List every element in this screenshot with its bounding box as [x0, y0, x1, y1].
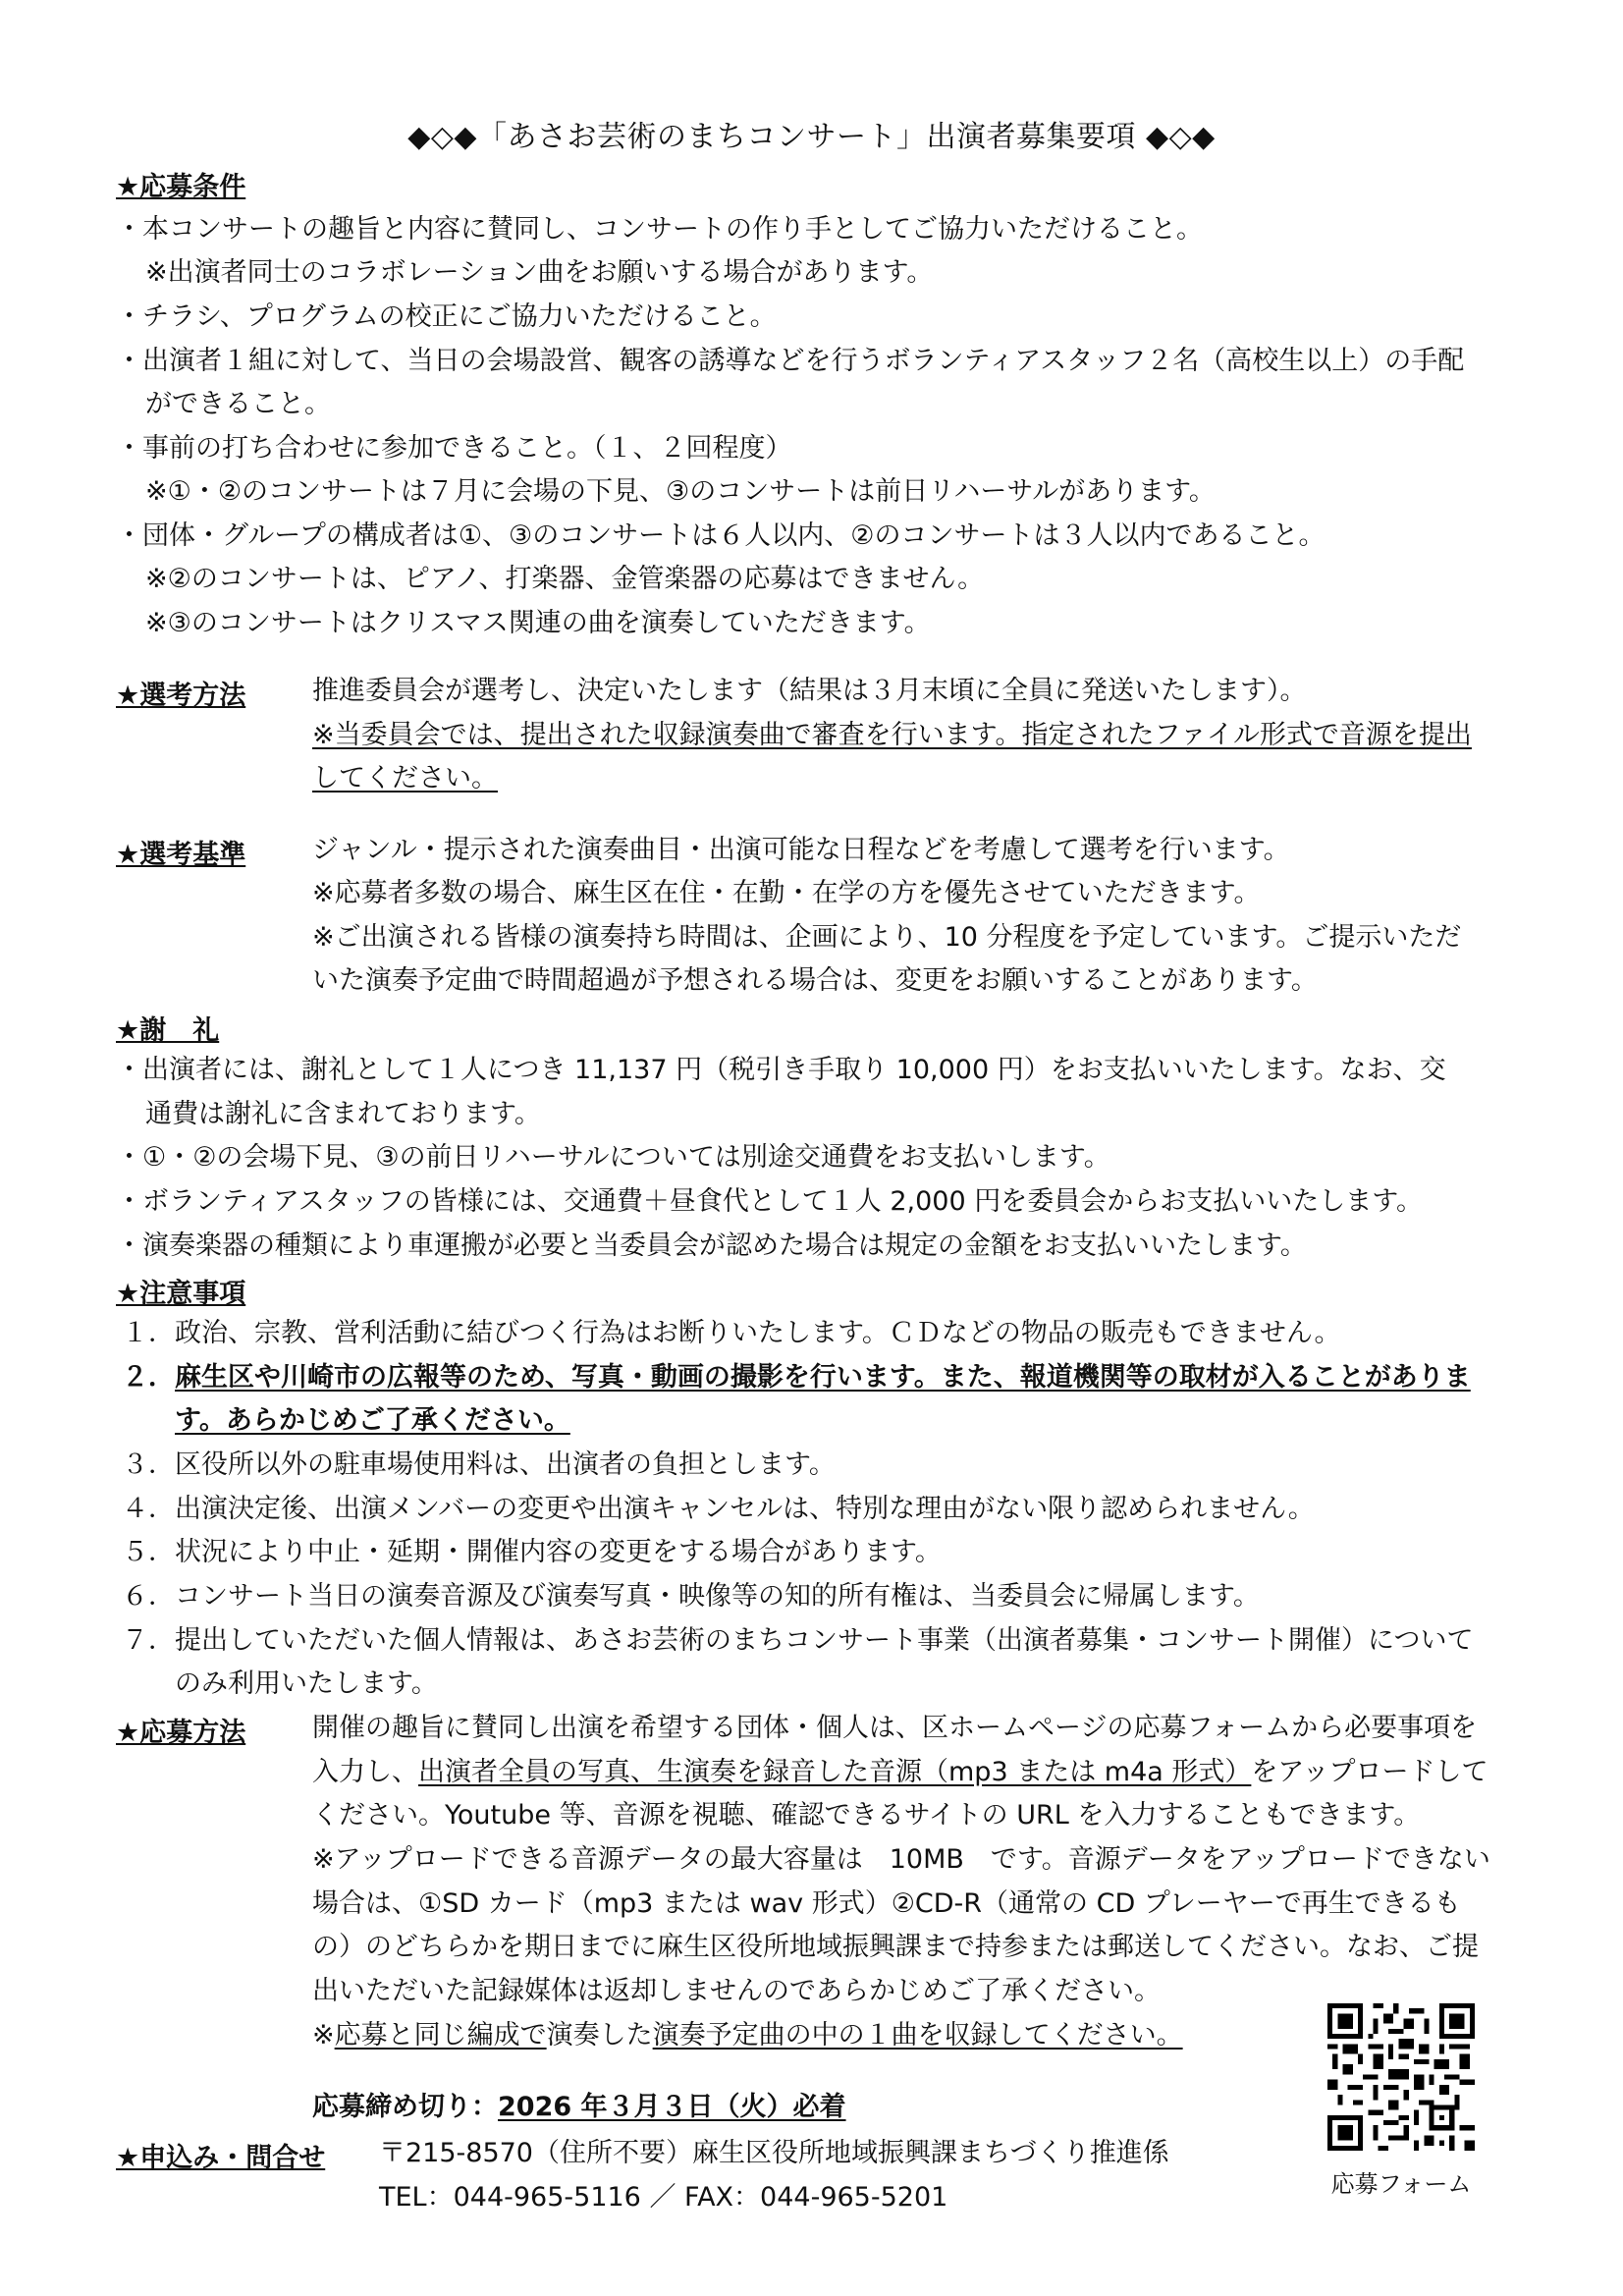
deadline	[312, 2090, 846, 2125]
section-heading-selection-criteria: ★選考基準	[116, 840, 246, 870]
fee-line: ・出演者には、謝礼として１人につき 11,137 円（税引き手取り 10,000 円）をお支払いいたします。なお、交	[116, 1055, 1446, 1085]
section-heading-fee: ★謝 礼	[116, 1015, 220, 1046]
condition-line: ※①・②のコンサートは７月に会場の下見、③のコンサートは前日リハーサルがあります。	[145, 476, 1216, 507]
condition-line: ができること。	[145, 389, 331, 419]
condition-line: ・団体・グループの構成者は①、③のコンサートは６人以内、②のコンサートは３人以内であること。	[116, 520, 1325, 551]
note-item-number: ２．	[122, 1362, 175, 1393]
qr-code-label: 応募フォーム	[1330, 2170, 1472, 2198]
note-item: ３．区役所以外の駐車場使用料は、出演者の負担とします。	[122, 1449, 836, 1480]
apply-line: ください。Youtube 等、音源を視聴、確認できるサイトの URL を入力することもできます。	[312, 1800, 1421, 1831]
note-item: ５．状況により中止・延期・開催内容の変更をする場合があります。	[122, 1537, 942, 1567]
fee-line: ・演奏楽器の種類により車運搬が必要と当委員会が認めた場合は規定の金額をお支払いいたします。	[116, 1230, 1307, 1261]
condition-line: ・チラシ、プログラムの校正にご協力いただけること。	[116, 301, 777, 332]
section-heading-contact: ★申込み・問合せ	[116, 2143, 326, 2173]
fee-line: ・①・②の会場下見、③の前日リハーサルについては別途交通費をお支払いします。	[116, 1142, 1110, 1173]
apply-text: 演奏した	[546, 2020, 653, 2050]
condition-line: ※出演者同士のコラボレーション曲をお願いする場合があります。	[145, 257, 934, 288]
apply-text: 入力し、	[312, 1757, 418, 1787]
note-item: １．政治、宗教、営利活動に結びつく行為はお断りいたします。ＣＤなどの物品の販売もできません。	[122, 1318, 1341, 1348]
note-item-emphasis: す。あらかじめご了承ください。	[175, 1405, 570, 1436]
contact-phone: TEL：044-965-5116 ／ FAX：044-965-5201	[379, 2182, 948, 2213]
condition-line: ・本コンサートの趣旨と内容に賛同し、コンサートの作り手としてご協力いただけること。	[116, 214, 1203, 245]
deadline-label: 応募締め切り：	[312, 2092, 498, 2122]
selection-method-note: ※当委員会では、提出された収録演奏曲で審査を行います。指定されたファイル形式で音源を提出	[312, 720, 1472, 750]
apply-line: 場合は、①SD カード（mp3 または wav 形式）②CD-R（通常の CD プレーヤーで再生できるも	[312, 1888, 1461, 1919]
criteria-line: いた演奏予定曲で時間超過が予想される場合は、変更をお願いすることがあります。	[312, 965, 1318, 996]
note-item: ４．出演決定後、出演メンバーの変更や出演キャンセルは、特別な理由がない限り認められません。	[122, 1494, 1315, 1524]
apply-upload-requirement: 出演者全員の写真、生演奏を録音した音源（mp3 または m4a 形式）	[418, 1757, 1252, 1787]
criteria-line: ※ご出演される皆様の演奏持ち時間は、企画により、10 分程度を予定しています。ご提示いただ	[312, 922, 1462, 953]
section-heading-apply: ★応募方法	[116, 1718, 246, 1748]
section-heading-selection-method: ★選考方法	[116, 681, 246, 711]
contact-address: 〒215-8570（住所不要）麻生区役所地域振興課まちづくり推進係	[379, 2138, 1169, 2168]
apply-underlined: 演奏予定曲の中の１曲を収録してください。	[652, 2020, 1183, 2050]
apply-text: をアップロードして	[1251, 1757, 1488, 1787]
fee-line: 通費は謝礼に含まれております。	[145, 1099, 541, 1129]
criteria-line: ジャンル・提示された演奏曲目・出演可能な日程などを考慮して選考を行います。	[312, 835, 1290, 865]
note-item: ７．提出していただいた個人情報は、あさお芸術のまちコンサート事業（出演者募集・コンサート開催）について	[122, 1625, 1474, 1656]
apply-line: 開催の趣旨に賛同し出演を希望する団体・個人は、区ホームページの応募フォームから必要事項を	[312, 1713, 1478, 1743]
section-heading-conditions: ★応募条件	[116, 172, 246, 202]
apply-underlined: 応募と同じ編成で	[334, 2020, 547, 2050]
condition-line: ・事前の打ち合わせに参加できること。（１、２回程度）	[116, 433, 792, 464]
apply-line	[312, 2018, 1183, 2053]
apply-line: の）のどちらかを期日までに麻生区役所地域振興課まで持参または郵送してください。なお、ご提	[312, 1932, 1479, 1962]
condition-line: ※②のコンサートは、ピアノ、打楽器、金管楽器の応募はできません。	[145, 564, 985, 594]
condition-line: ・出演者１組に対して、当日の会場設営、観客の誘導などを行うボランティアスタッフ２名（高校生以上）の手配	[116, 346, 1465, 376]
apply-text: ※	[312, 2020, 335, 2050]
page-title: ◆◇◆「あさお芸術のまちコンサート」出演者募集要項 ◆◇◆	[407, 120, 1216, 154]
selection-method-note: してください。	[312, 763, 498, 793]
apply-line	[312, 1755, 1488, 1790]
criteria-line: ※応募者多数の場合、麻生区在住・在勤・在学の方を優先させていただきます。	[312, 878, 1261, 908]
apply-line: 出いただいた記録媒体は返却しませんのであらかじめご了承ください。	[312, 1976, 1161, 2006]
apply-line: ※アップロードできる音源データの最大容量は 10MB です。音源データをアップロードできない	[312, 1844, 1490, 1875]
note-item: ６．コンサート当日の演奏音源及び演奏写真・映像等の知的所有権は、当委員会に帰属します。	[122, 1581, 1260, 1612]
condition-line: ※③のコンサートはクリスマス関連の曲を演奏していただきます。	[145, 608, 931, 638]
note-item: のみ利用いたします。	[175, 1668, 438, 1699]
fee-line: ・ボランティアスタッフの皆様には、交通費＋昼食代として１人 2,000 円を委員会からお支払いいたします。	[116, 1186, 1424, 1217]
section-heading-notes: ★注意事項	[116, 1279, 246, 1309]
selection-method-line: 推進委員会が選考し、決定いたします（結果は３月末頃に全員に発送いたします）。	[312, 676, 1307, 706]
deadline-value: 2026 年３月３日（火）必着	[498, 2092, 846, 2122]
qr-code-icon[interactable]	[1327, 2003, 1475, 2151]
note-item-emphasis: 麻生区や川崎市の広報等のため、写真・動画の撮影を行います。また、報道機関等の取材が入ることがありま	[175, 1362, 1471, 1393]
